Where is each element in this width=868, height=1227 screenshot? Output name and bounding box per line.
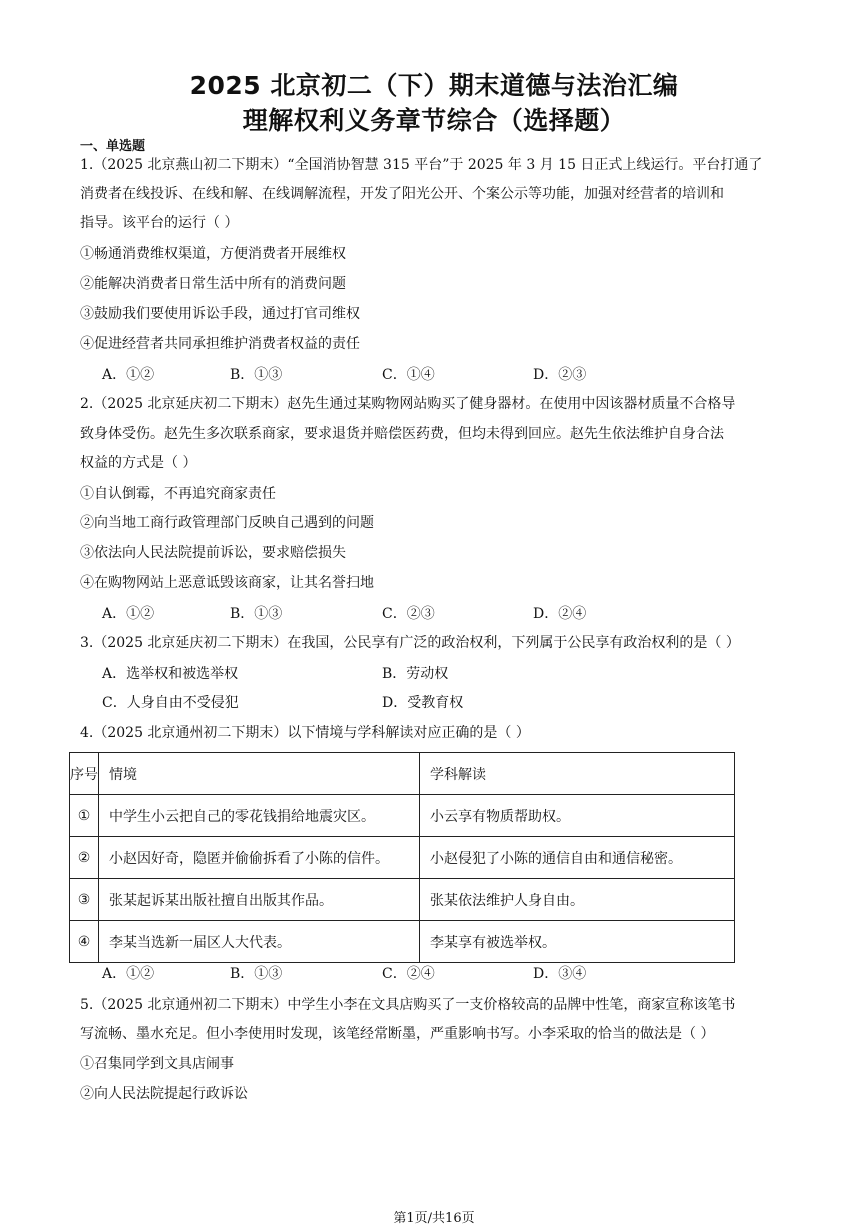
- table-header-cell: 序号: [70, 753, 99, 795]
- question-1-option-a: A．①②: [102, 367, 155, 383]
- question-2-option-d: D．②④: [533, 606, 587, 622]
- table-header-cell: 情境: [99, 753, 420, 795]
- question-2-line: 权益的方式是（ ）: [80, 455, 197, 471]
- table-cell: 小赵侵犯了小陈的通信自由和通信秘密。: [420, 837, 735, 879]
- question-1-line: 1.（2025 北京燕山初二下期末）“全国消协智慧 315 平台”于 2025 年 3 月 15 日正式上线运行。平台打通了: [80, 157, 763, 173]
- page-number: 第1页/共16页: [393, 1211, 475, 1226]
- question-4-option-b: B．①③: [230, 966, 283, 982]
- question-2-option-a: A．①②: [102, 606, 155, 622]
- question-2-option-c: C．②③: [382, 606, 435, 622]
- question-1-statement: ④促进经营者共同承担维护消费者权益的责任: [80, 336, 360, 352]
- table-cell: ①: [70, 795, 99, 837]
- question-4-option-d: D．③④: [533, 966, 587, 982]
- question-1-option-c: C．①④: [382, 367, 435, 383]
- question-2-line: 2.（2025 北京延庆初二下期末）赵先生通过某购物网站购买了健身器材。在使用中因该器材质量不合格导: [80, 396, 736, 412]
- question-2-statement: ②向当地工商行政管理部门反映自己遇到的问题: [80, 515, 374, 531]
- question-1-statement: ②能解决消费者日常生活中所有的消费问题: [80, 276, 346, 292]
- table-cell: 李某当选新一届区人大代表。: [99, 921, 420, 963]
- question-1-option-b: B．①③: [230, 367, 283, 383]
- question-4-stem: 4.（2025 北京通州初二下期末）以下情境与学科解读对应正确的是（ ）: [80, 725, 530, 741]
- question-2-statement: ④在购物网站上恶意诋毁该商家，让其名誉扫地: [80, 575, 374, 591]
- table-cell: 小云享有物质帮助权。: [420, 795, 735, 837]
- question-3-option-d: D．受教育权: [382, 695, 464, 711]
- table-cell: 小赵因好奇，隐匿并偷偷拆看了小陈的信件。: [99, 837, 420, 879]
- question-2-option-b: B．①③: [230, 606, 283, 622]
- question-3-option-a: A．选举权和被选举权: [102, 666, 239, 682]
- question-3-stem: 3.（2025 北京延庆初二下期末）在我国，公民享有广泛的政治权利，下列属于公民享有政治权利的是（ ）: [80, 635, 740, 651]
- document-subtitle: 理解权利义务章节综合（选择题）: [242, 106, 626, 135]
- section-heading: 一、单选题: [80, 139, 146, 154]
- table-cell: 李某享有被选举权。: [420, 921, 735, 963]
- question-1-line: 指导。该平台的运行（ ）: [80, 215, 239, 231]
- question-4-option-a: A．①②: [102, 966, 155, 982]
- table-cell: 中学生小云把自己的零花钱捐给地震灾区。: [99, 795, 420, 837]
- document-title: 2025 北京初二（下）期末道德与法治汇编: [189, 71, 679, 100]
- question-5-line: 5.（2025 北京通州初二下期末）中学生小李在文具店购买了一支价格较高的品牌中性笔，商家宣称该笔书: [80, 997, 736, 1013]
- table-cell: 张某起诉某出版社擅自出版其作品。: [99, 879, 420, 921]
- table-cell: 张某依法维护人身自由。: [420, 879, 735, 921]
- question-1-statement: ①畅通消费维权渠道，方便消费者开展维权: [80, 246, 346, 262]
- table-cell: ③: [70, 879, 99, 921]
- question-2-statement: ①自认倒霉，不再追究商家责任: [80, 486, 276, 502]
- question-1-option-d: D．②③: [533, 367, 587, 383]
- table-row: [70, 921, 735, 963]
- question-5-line: 写流畅、墨水充足。但小李使用时发现，该笔经常断墨，严重影响书写。小李采取的恰当的做法是（ ）: [80, 1026, 715, 1042]
- question-4-option-c: C．②④: [382, 966, 435, 982]
- question-3-option-b: B．劳动权: [382, 666, 449, 682]
- question-1-statement: ③鼓励我们要使用诉讼手段，通过打官司维权: [80, 306, 360, 322]
- table-header-row: [70, 753, 735, 795]
- table-row: [70, 879, 735, 921]
- table-header-cell: 学科解读: [420, 753, 735, 795]
- table-row: [70, 837, 735, 879]
- question-2-statement: ③依法向人民法院提前诉讼，要求赔偿损失: [80, 545, 346, 561]
- question-3-option-c: C．人身自由不受侵犯: [102, 695, 239, 711]
- table-row: [70, 795, 735, 837]
- question-5-statement: ①召集同学到文具店闹事: [80, 1056, 234, 1072]
- question-5-statement: ②向人民法院提起行政诉讼: [80, 1086, 248, 1102]
- table-cell: ④: [70, 921, 99, 963]
- question-4-table: [69, 752, 735, 963]
- question-1-line: 消费者在线投诉、在线和解、在线调解流程，开发了阳光公开、个案公示等功能，加强对经营者的培训和: [80, 186, 724, 202]
- table-cell: ②: [70, 837, 99, 879]
- question-2-line: 致身体受伤。赵先生多次联系商家，要求退货并赔偿医药费，但均未得到回应。赵先生依法维护自身合法: [80, 426, 724, 442]
